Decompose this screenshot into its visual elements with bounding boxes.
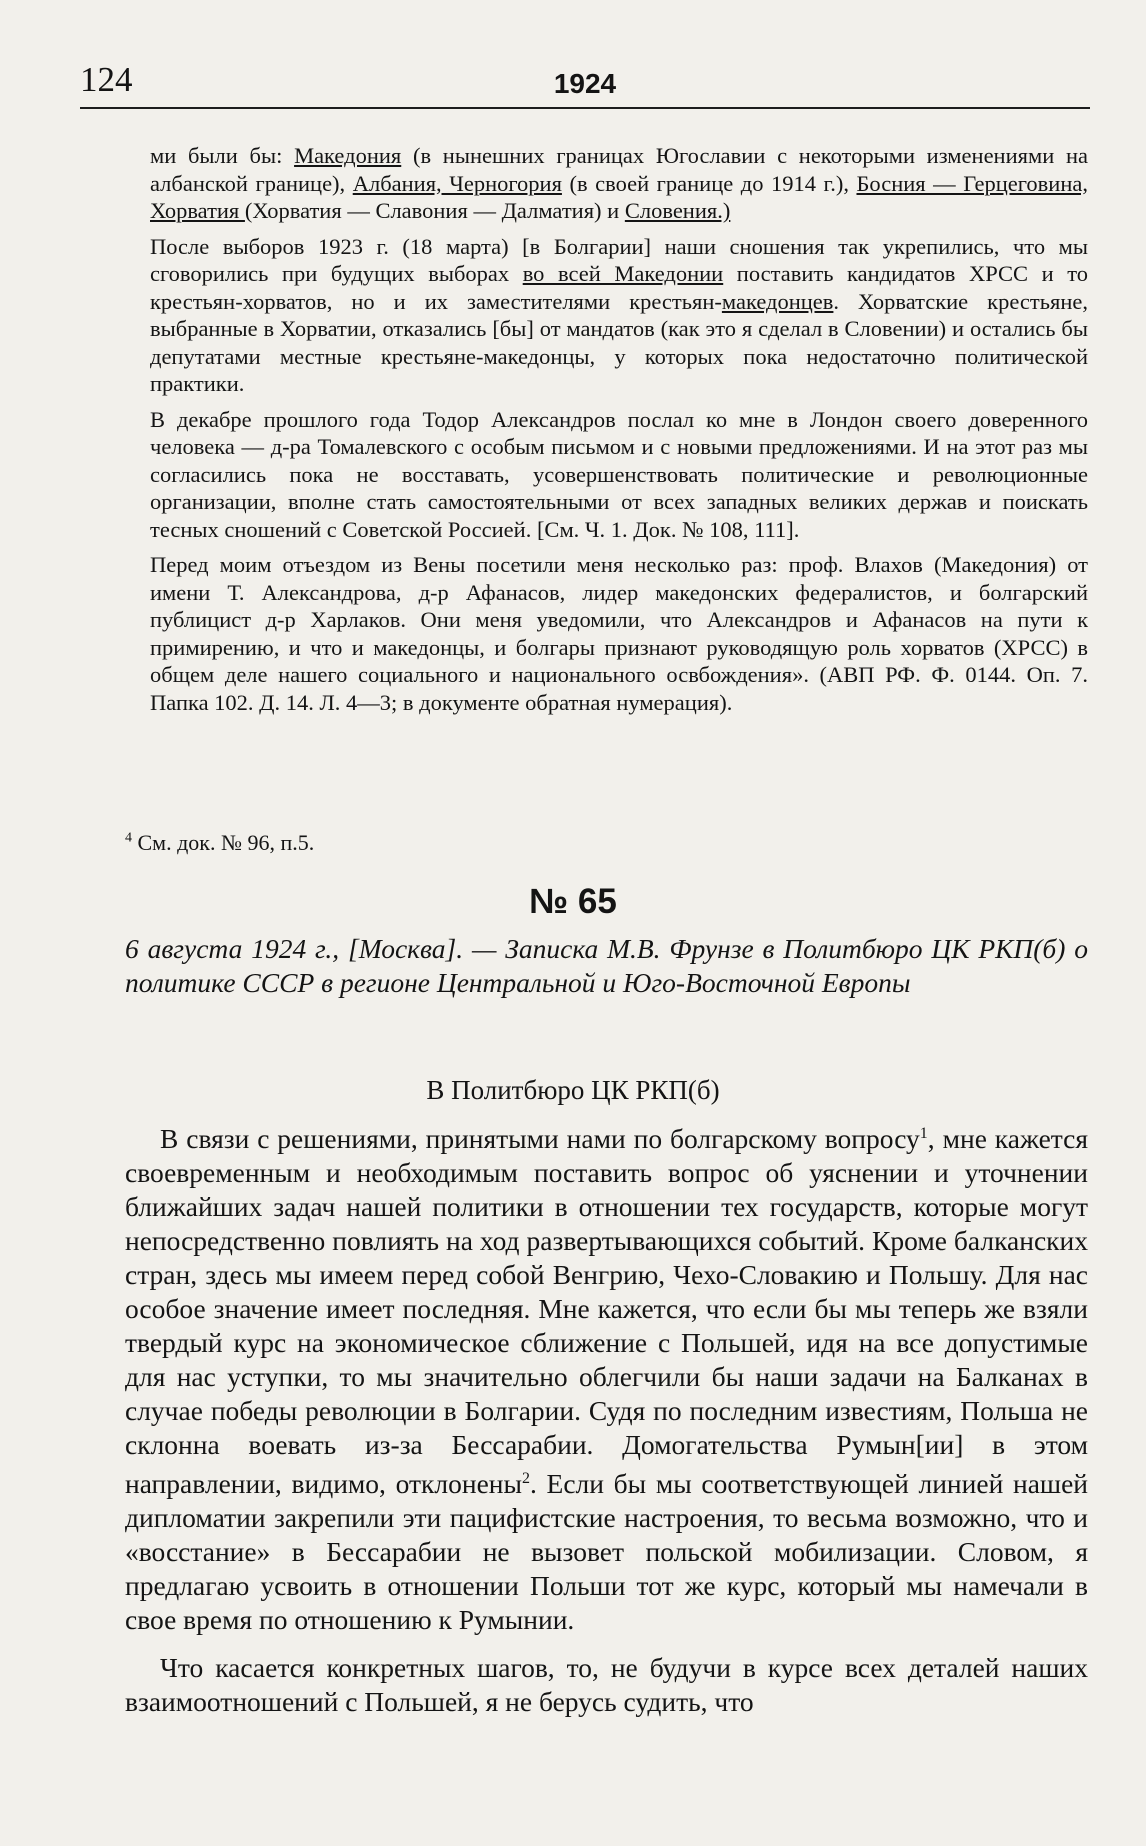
quote-paragraph-3: В декабре прошлого года Тодор Александров послал ко мне в Лондон своего доверенного человека — д-ра Томалевского с особым письмом и с новыми предложениями. И на этот раз мы согласились пока не восставать, усовершенствовать политические и революционные организации, вполне стать самостоятельными от всех западных великих держав и поискать тесных сношений с Советской Россией. [См. Ч. 1. Док. № 108, 111]. <box>150 406 1088 542</box>
running-head-year: 1924 <box>553 68 617 99</box>
footnote-ref-2: 2 <box>521 1470 530 1488</box>
body-paragraph-1: В связи с решениями, принятыми нами по болгарскому вопросу$^1$, мне кажется своевременным и необходимым поставить вопрос об уяснении и уточнении ближайших задач нашей политики в отношении тех государств, которые могут непосредственно повлиять на ход развертывающихся событий. Кроме балканских стран, здесь мы имеем перед собой Венгрию, Чехо-Словакию и Польшу. Для нас особое значение имеет последняя. Мне кажется, что если бы мы теперь же взяли твердый курс на экономическое сближение с Польшей, идя на все допустимые для нас уступки, то мы значительно облегчили бы наши задачи на Балканах в случае победы революции в Болгарии. Судя по последним известиям, Польша не склонна воевать из-за Бессарабии. Домогательства Румын[ии] в этом направлении, видимо, отклонены$^2$. Если бы мы соответствующей линией нашей дипломатии закрепили эти пацифистские настроения, то весьма возможно, что и «восстание» в Бессарабии не вызовет польской мобилизации. Словом, я предлагаю усвоить в отношении Польши тот же курс, который мы намечали в свое время по отношению к Румынии. <box>125 1123 1088 1636</box>
document-number: № 65 <box>529 882 617 921</box>
document-body <box>125 1117 1088 1719</box>
footnote-text: См. док. № 96, п.5. <box>132 830 315 855</box>
footnote-marker: 4 <box>125 830 132 846</box>
footnote <box>125 830 314 856</box>
header-rule <box>80 107 1090 109</box>
document-title: 6 августа 1924 г., [Москва]. — Записка М.В. Фрунзе в Политбюро ЦК РКП(б) о политике СССР в регионе Центральной и Юго-Восточной Европы <box>125 933 1088 998</box>
quote-paragraph-1: ми были бы: Македония (в нынешних границах Югославии с некоторыми изменениями на албанской границе), Албания, Черногория (в своей границе до 1914 г.), Босния — Герцеговина, Хорватия (Хорватия — Славония — Далматия) и Словения.) <box>150 143 1088 223</box>
page-number: 124 <box>80 60 133 99</box>
quote-paragraph-2: После выборов 1923 г. (18 марта) [в Болгарии] наши сношения так укрепились, что мы сговорились при будущих выборах во всей Македонии поставить кандидатов ХРСС и то крестьян-хорватов, но и их заместителями крестьян-македонцев. Хорватские крестьяне, выбранные в Хорватии, отказались [бы] от мандатов (как это я сделал в Словении) и остались бы депутатами местные крестьяне-македонцы, у которых пока недостаточно политической практики. <box>150 233 1088 396</box>
document-addressee: В Политбюро ЦК РКП(б) <box>426 1075 720 1105</box>
quote-paragraph-4: Перед моим отъездом из Вены посетили меня несколько раз: проф. Влахов (Македония) от имени Т. Александрова, д-р Афанасов, лидер македонских федералистов, и болгарский публицист д-р Харлаков. Они меня уведомили, что Александров и Афанасов на пути к примирению, и что и македонцы, и болгары признают руководящую роль хорватов (ХРСС) в общем деле нашего социального и национального освбождения». (АВП РФ. Ф. 0144. Оп. 7. Папка 102. Д. 14. Л. 4—3; в документе обратная нумерация). <box>150 552 1088 715</box>
page-header <box>80 60 1090 110</box>
footnote-ref-1: 1 <box>919 1125 928 1142</box>
quoted-text-block <box>150 142 1088 724</box>
body-paragraph-2: Что касается конкретных шагов, то, не будучи в курсе всех деталей наших взаимоотношений с Польшей, я не берусь судить, что <box>125 1652 1088 1718</box>
